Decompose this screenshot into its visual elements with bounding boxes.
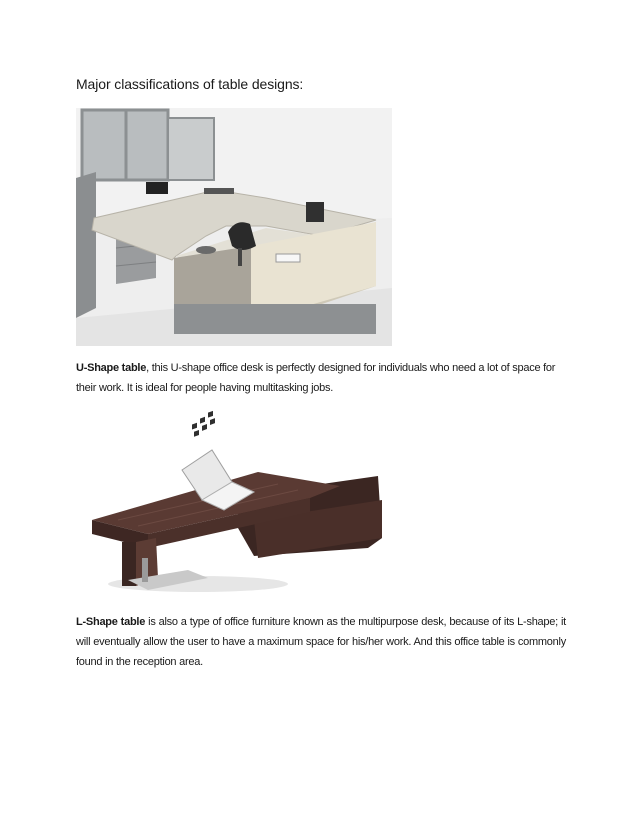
u-shape-text: , this U-shape office desk is perfectly designed for individuals who need a lot of space for their work. It is ideal for people having multitasking jobs.: [76, 362, 556, 394]
l-shape-table-image: [78, 408, 388, 608]
u-shape-term: U-Shape table: [76, 362, 147, 374]
l-shape-text: is also a type of office furniture known as the multipurpose desk, because of its L-shape; it will eventually allow the user to have a maximum space for his/her work. And this office table is commonly found in the reception area.: [76, 616, 566, 668]
l-shape-term: L-Shape table: [76, 616, 146, 628]
page-heading: Major classifications of table designs:: [76, 76, 304, 92]
l-shape-description: [76, 612, 566, 672]
u-shape-description: [76, 358, 566, 398]
u-shape-table-image: [76, 108, 392, 346]
